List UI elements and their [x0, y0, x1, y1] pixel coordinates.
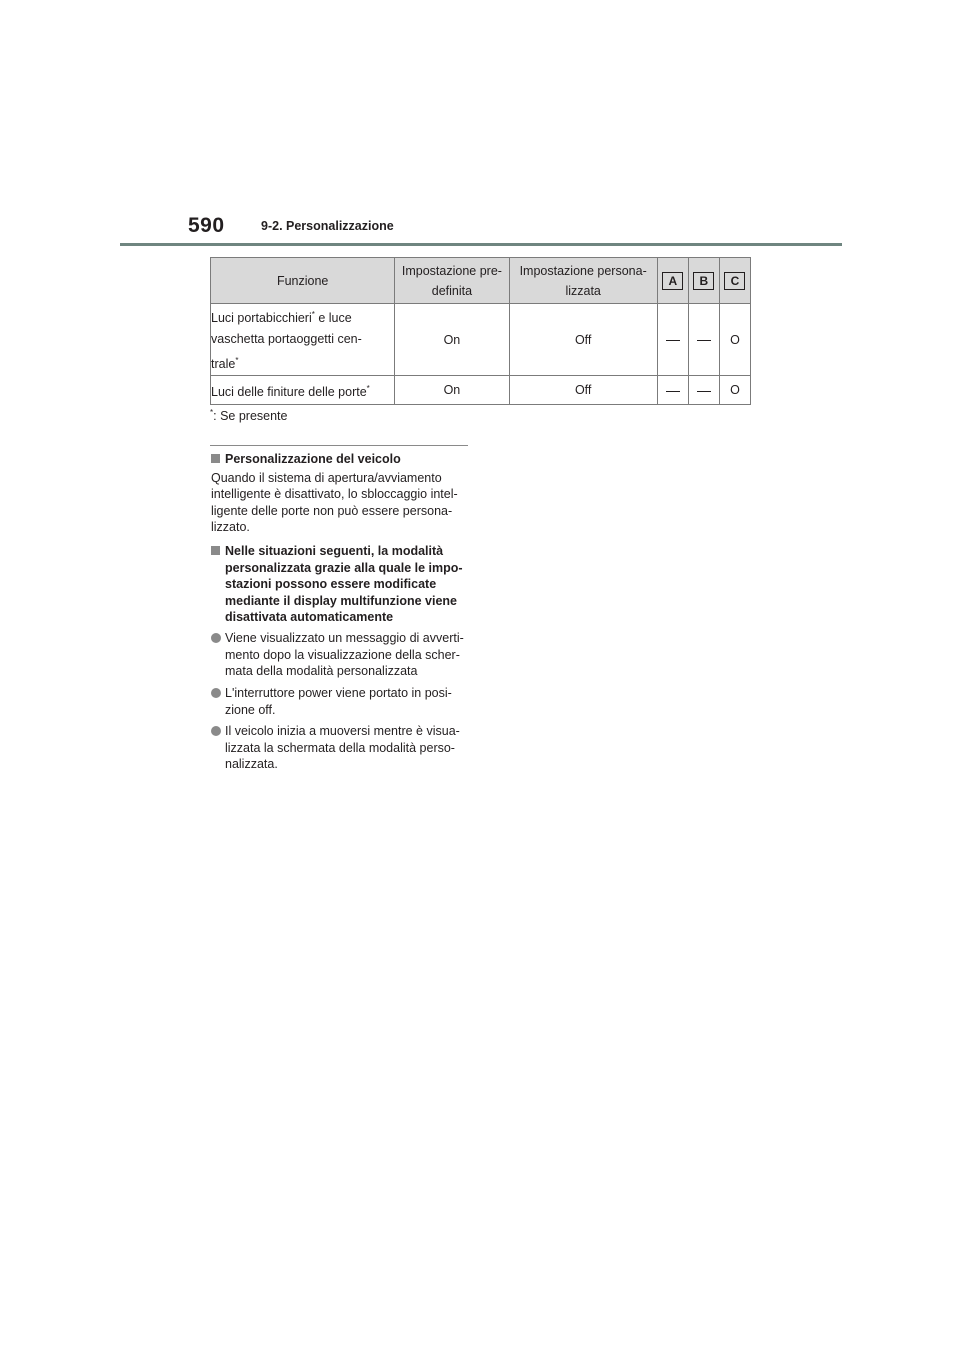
section-auto-disable [211, 543, 473, 626]
bullet-list [211, 723, 473, 773]
row-custom: Off [509, 304, 657, 376]
dash-icon [666, 340, 680, 341]
header-default: Impostazione pre- definita [395, 258, 509, 304]
list-item: L'interruttore power viene portato in posi- zione off. [211, 685, 473, 718]
header-rule [120, 243, 842, 246]
dash-icon [666, 391, 680, 392]
letter-c-icon: C [724, 272, 745, 290]
list-item: Il veicolo inizia a muoversi mentre è visua- lizzata la schermata della modalità perso- nalizzata. [211, 723, 473, 773]
section-body: Quando il sistema di apertura/avviamento intelligente è disattivato, lo sbloccaggio intel- ligente delle porte non può essere persona- lizzato. [211, 470, 458, 534]
dash-icon [697, 340, 711, 341]
row-col-a [657, 304, 688, 376]
list-item: Viene visualizzato un messaggio di avverti- mento dopo la visualizzazione della scher- mata della modalità personalizzata [211, 630, 473, 680]
row-default: On [395, 304, 509, 376]
section-divider [210, 445, 468, 446]
square-bullet-icon [211, 546, 220, 555]
table-row [211, 376, 751, 405]
letter-a-icon: A [662, 272, 683, 290]
table-header-row [211, 258, 751, 304]
header-custom: Impostazione persona- lizzata [509, 258, 657, 304]
square-bullet-icon [211, 454, 220, 463]
dash-icon [697, 391, 711, 392]
row-function: Luci delle finiture delle porte* [211, 376, 395, 405]
footnote: *: Se presente [210, 408, 288, 424]
settings-table [210, 257, 751, 405]
row-default: On [395, 376, 509, 405]
row-col-c: O [719, 304, 750, 376]
row-col-a [657, 376, 688, 405]
section-title: 9-2. Personalizzazione [261, 219, 394, 233]
row-col-b [688, 304, 719, 376]
header-function: Funzione [211, 258, 395, 304]
section-heading: Nelle situazioni seguenti, la modalità personalizzata grazie alla quale le impo- stazioni possono essere modificate mediante il display multifunzione viene disattivata automaticamente [211, 543, 473, 626]
header-col-b [688, 258, 719, 304]
letter-b-icon: B [693, 272, 714, 290]
row-col-b [688, 376, 719, 405]
page-number: 590 [188, 214, 225, 237]
row-custom: Off [509, 376, 657, 405]
header-col-c [719, 258, 750, 304]
header-col-a [657, 258, 688, 304]
section-heading: Personalizzazione del veicolo [211, 451, 473, 468]
row-function: Luci portabicchieri* e luce vaschetta portaoggetti cen- trale* [211, 304, 395, 376]
row-col-c: O [719, 376, 750, 405]
circle-bullet-icon [211, 633, 221, 643]
bullet-list [211, 630, 473, 680]
section-vehicle-customization [211, 451, 473, 536]
circle-bullet-icon [211, 726, 221, 736]
circle-bullet-icon [211, 688, 221, 698]
bullet-list [211, 685, 473, 718]
table-row [211, 304, 751, 376]
